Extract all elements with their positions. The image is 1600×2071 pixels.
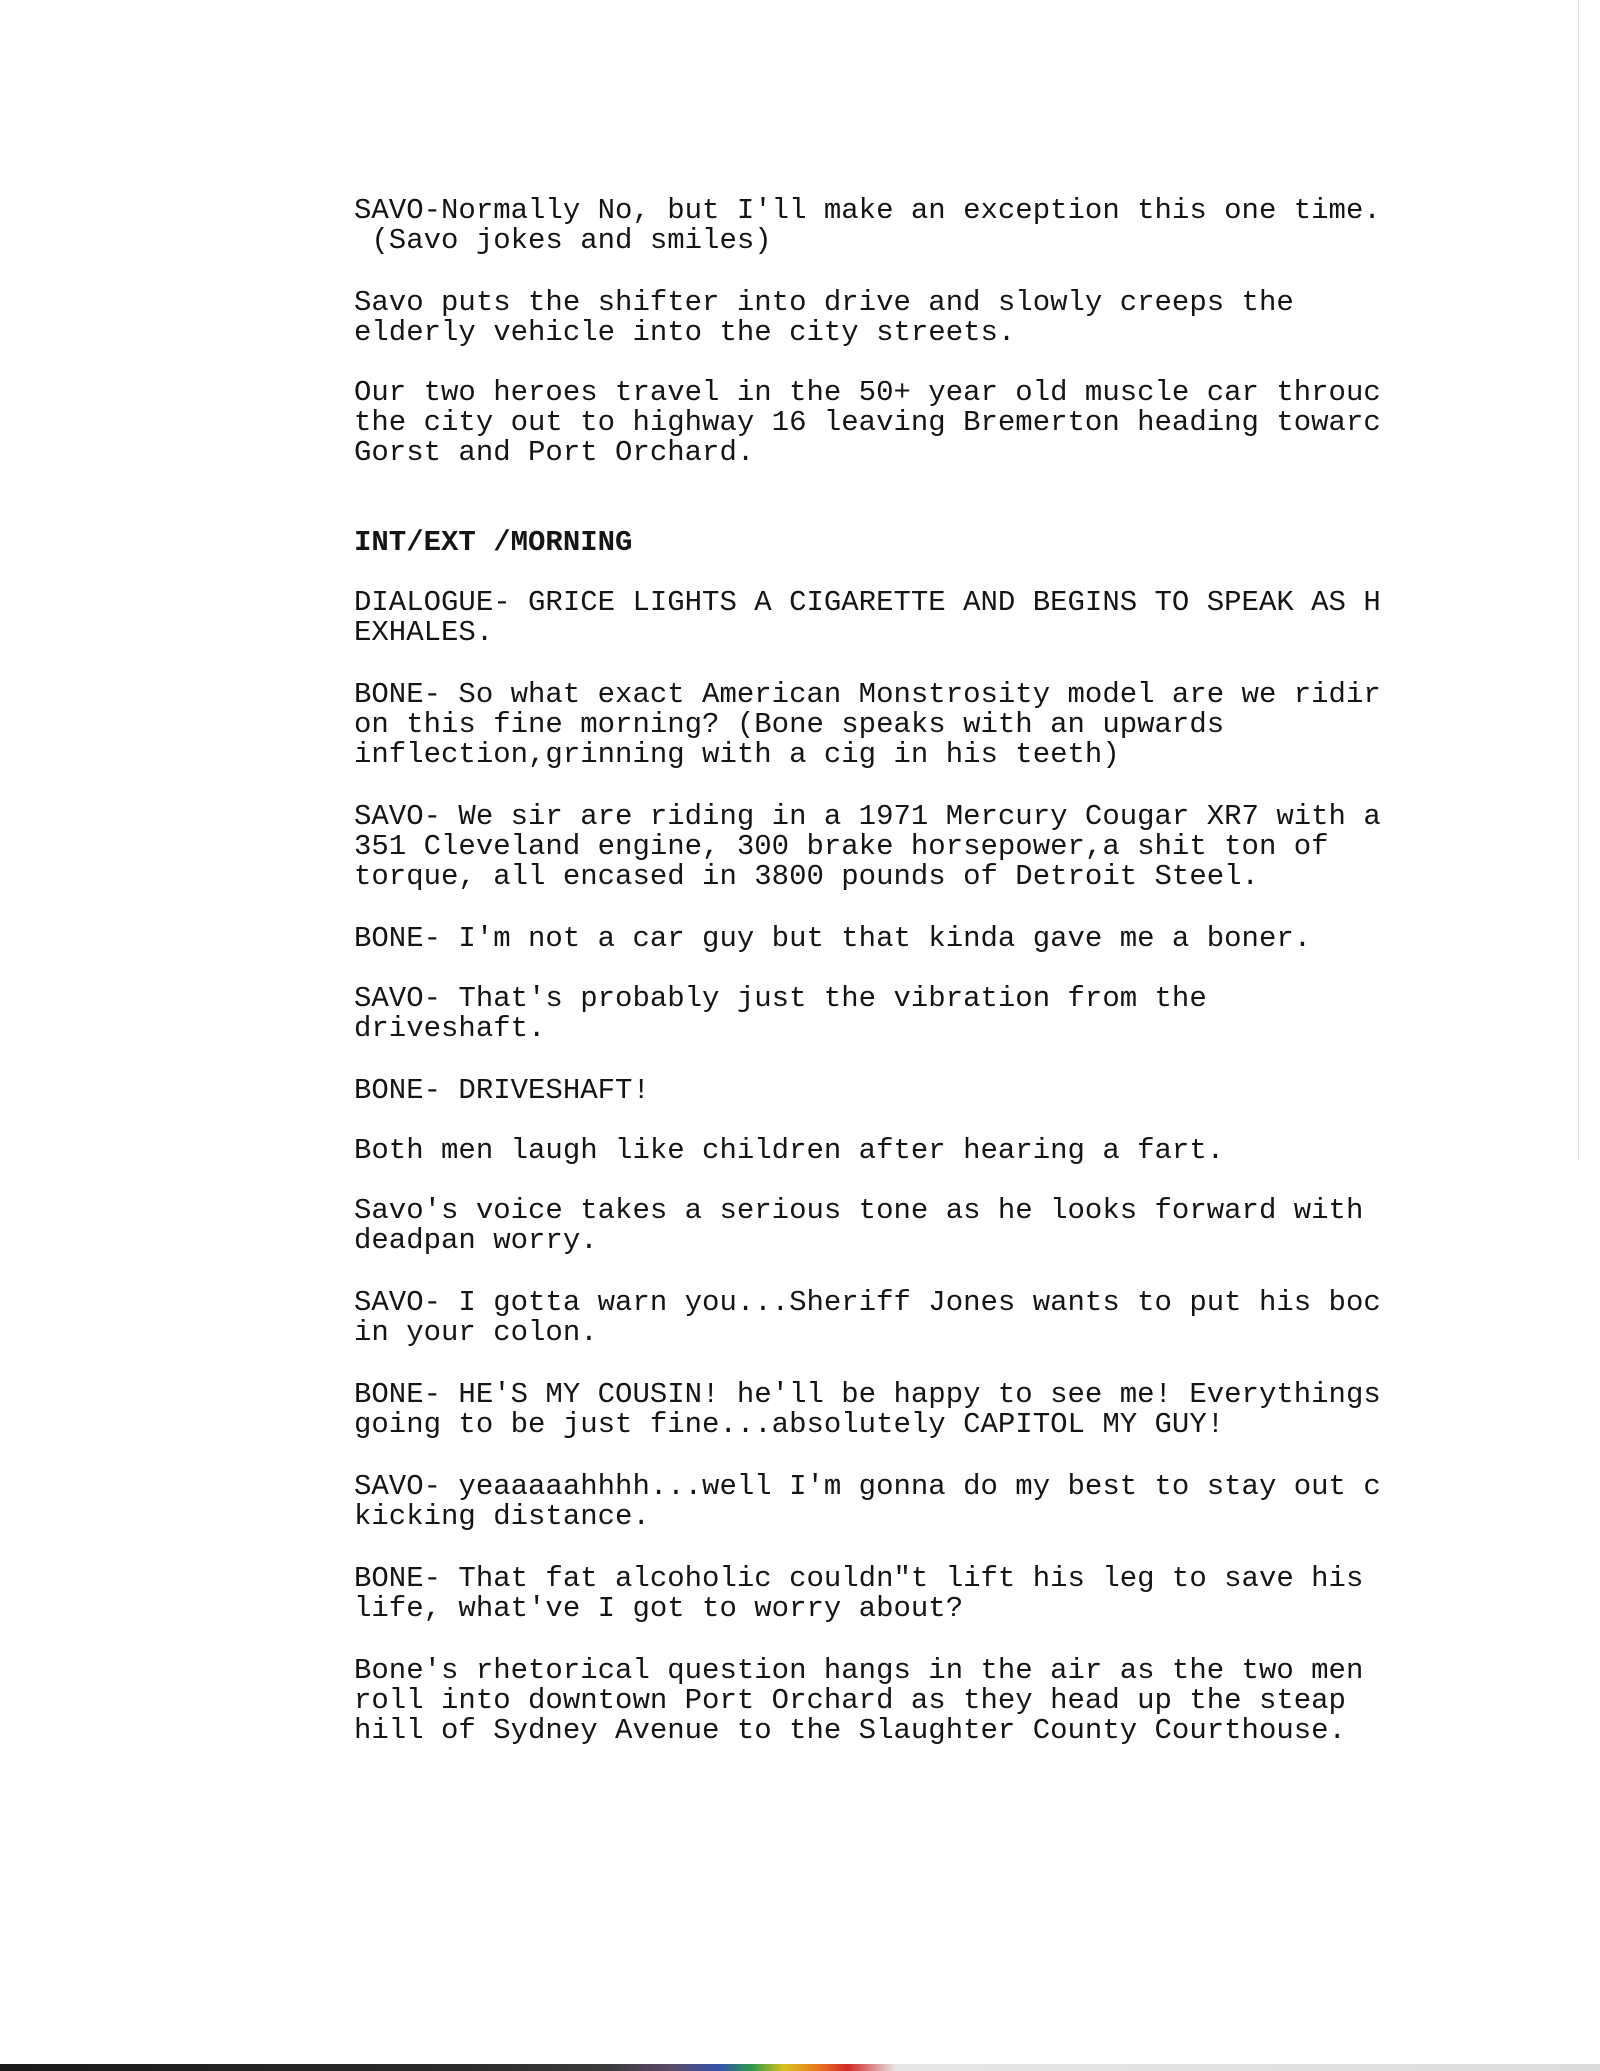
dialogue-block <box>354 1288 1434 1348</box>
script-line: torque, all encased in 3800 pounds of Detroit Steel. <box>354 862 1259 892</box>
dialogue-block <box>354 802 1434 892</box>
action-block <box>354 1196 1434 1256</box>
script-line: on this fine morning? (Bone speaks with an upwards <box>354 710 1225 740</box>
script-line: roll into downtown Port Orchard as they head up the steap <box>354 1686 1346 1716</box>
script-line: Bone's rhetorical question hangs in the air as the two men <box>354 1656 1364 1686</box>
script-line: Gorst and Port Orchard. <box>354 438 755 468</box>
script-line: hill of Sydney Avenue to the Slaughter County Courthouse. <box>354 1716 1346 1746</box>
script-line: BONE- HE'S MY COUSIN! he'll be happy to see me! Everythings <box>354 1380 1381 1410</box>
script-line: SAVO- yeaaaaahhhh...well I'm gonna do my best to stay out c <box>354 1472 1381 1502</box>
script-line: driveshaft. <box>354 1014 546 1044</box>
script-line: elderly vehicle into the city streets. <box>354 318 1016 348</box>
dialogue-block <box>354 924 1434 954</box>
scene-heading <box>354 528 1434 558</box>
script-line: (Savo jokes and smiles) <box>354 226 772 256</box>
script-line: DIALOGUE- GRICE LIGHTS A CIGARETTE AND BEGINS TO SPEAK AS H <box>354 588 1381 618</box>
script-line: Both men laugh like children after hearing a fart. <box>354 1136 1225 1166</box>
action-block <box>354 288 1434 348</box>
script-line: deadpan worry. <box>354 1226 598 1256</box>
dialogue-block <box>354 1076 1434 1106</box>
script-line: SAVO- I gotta warn you...Sheriff Jones wants to put his boc <box>354 1288 1381 1318</box>
action-block <box>354 588 1434 648</box>
script-line: BONE- So what exact American Monstrosity model are we ridir <box>354 680 1381 710</box>
script-line: Savo's voice takes a serious tone as he looks forward with <box>354 1196 1364 1226</box>
script-line: BONE- That fat alcoholic couldn"t lift his leg to save his <box>354 1564 1364 1594</box>
script-body <box>354 196 1434 1746</box>
script-line: 351 Cleveland engine, 300 brake horsepower,a shit ton of <box>354 832 1329 862</box>
script-line: kicking distance. <box>354 1502 650 1532</box>
dialogue-block <box>354 1380 1434 1440</box>
dialogue-block <box>354 984 1434 1044</box>
script-line: SAVO- We sir are riding in a 1971 Mercury Cougar XR7 with a <box>354 802 1381 832</box>
scene-heading-text: INT/EXT /MORNING <box>354 528 633 558</box>
dialogue-block <box>354 196 1434 256</box>
script-line: SAVO- That's probably just the vibration from the <box>354 984 1207 1014</box>
scanner-color-strip <box>0 2064 1600 2071</box>
script-line: BONE- I'm not a car guy but that kinda gave me a boner. <box>354 924 1312 954</box>
action-block <box>354 1656 1434 1746</box>
script-line: Savo puts the shifter into drive and slowly creeps the <box>354 288 1294 318</box>
action-block <box>354 378 1434 468</box>
dialogue-block <box>354 1472 1434 1532</box>
script-line: inflection,grinning with a cig in his teeth) <box>354 740 1120 770</box>
script-line: Our two heroes travel in the 50+ year old muscle car throuc <box>354 378 1381 408</box>
script-line: going to be just fine...absolutely CAPITOL MY GUY! <box>354 1410 1225 1440</box>
dialogue-block <box>354 1564 1434 1624</box>
script-line: the city out to highway 16 leaving Bremerton heading towarc <box>354 408 1381 438</box>
script-line: life, what've I got to worry about? <box>354 1594 964 1624</box>
script-line: BONE- DRIVESHAFT! <box>354 1076 650 1106</box>
action-block <box>354 1136 1434 1166</box>
script-line: in your colon. <box>354 1318 598 1348</box>
page-edge-shadow <box>1578 0 1579 1160</box>
script-line: SAVO-Normally No, but I'll make an exception this one time. <box>354 196 1381 226</box>
script-line: EXHALES. <box>354 618 494 648</box>
dialogue-block <box>354 680 1434 770</box>
